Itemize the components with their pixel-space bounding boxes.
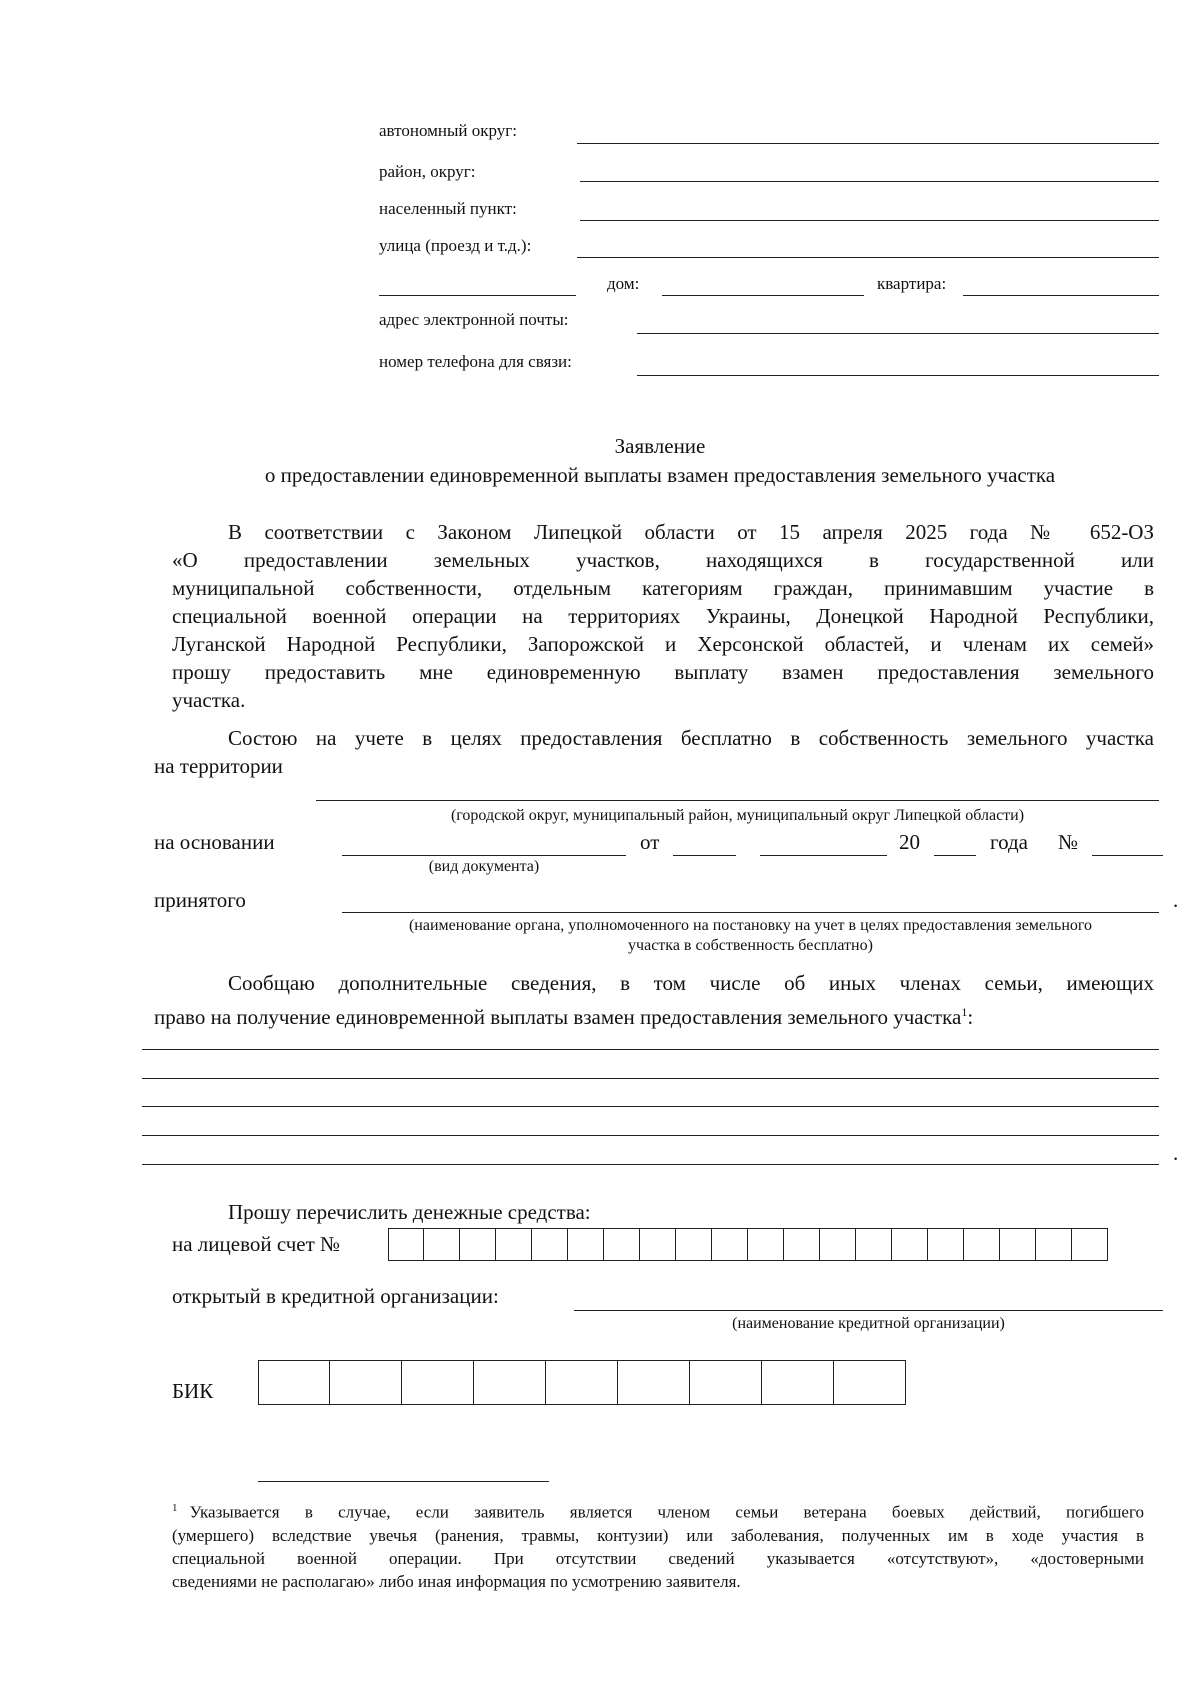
footnote-mark: 1 [172, 1502, 178, 1514]
end-dot: . [1173, 888, 1179, 912]
house-label: дом: [607, 274, 640, 293]
bik-digit-cell[interactable] [834, 1360, 906, 1405]
email-field[interactable] [637, 333, 1159, 334]
phone-field[interactable] [637, 375, 1159, 376]
account-digit-cell[interactable] [712, 1228, 748, 1261]
document-title: Заявление [614, 434, 706, 458]
bank-name-field[interactable] [574, 1310, 1163, 1311]
account-digit-cell[interactable] [496, 1228, 532, 1261]
basis-label: на основании [154, 830, 275, 854]
document-type-field[interactable] [342, 855, 626, 856]
footnote-line1-text: Указывается в случае, если заявитель является членом семьи ветерана боевых действий, погибшего [189, 1502, 1144, 1522]
house-field[interactable] [662, 295, 864, 296]
punkt-label: населенный пункт: [379, 199, 517, 218]
account-digit-cell[interactable] [748, 1228, 784, 1261]
flat-label: квартира: [877, 274, 947, 293]
footnote-line: специальной военной операции. При отсутствии сведений указывается «отсутствуют», «достоверными [172, 1548, 1144, 1568]
account-digit-cell[interactable] [388, 1228, 424, 1261]
bik-digit-cell[interactable] [762, 1360, 834, 1405]
p1-line: В соответствии с Законом Липецкой области от 15 апреля 2025 года № 652-ОЗ [228, 520, 1154, 544]
document-subtitle: о предоставлении единовременной выплаты взамен предоставления земельного участка [264, 463, 1056, 487]
p1-line: муниципальной собственности, отдельным категориям граждан, принимавшим участие в [172, 576, 1154, 600]
bik-digit-cell[interactable] [474, 1360, 546, 1405]
account-digit-cell[interactable] [676, 1228, 712, 1261]
account-number-cells[interactable] [388, 1228, 1108, 1261]
account-digit-cell[interactable] [964, 1228, 1000, 1261]
footnote [172, 1497, 1144, 1593]
account-digit-cell[interactable] [1000, 1228, 1036, 1261]
p3-line2 [154, 998, 973, 1031]
email-label: адрес электронной почты: [379, 310, 569, 329]
account-digit-cell[interactable] [604, 1228, 640, 1261]
street-continuation-field[interactable] [379, 295, 576, 296]
account-digit-cell[interactable] [424, 1228, 460, 1261]
bik-label: БИК [172, 1379, 214, 1403]
bik-digit-cell[interactable] [258, 1360, 330, 1405]
punkt-field[interactable] [580, 220, 1159, 221]
footnote-ref: 1 [961, 1005, 968, 1019]
date-year-field[interactable] [934, 855, 976, 856]
footnote-line: (умершего) вследствие увечья (ранения, травмы, контузии) или заболевания, полученных им в ходе участия в [172, 1525, 1144, 1545]
account-digit-cell[interactable] [928, 1228, 964, 1261]
footnote-line [172, 1497, 1144, 1524]
okrug-field[interactable] [577, 143, 1159, 144]
bik-digit-cell[interactable] [330, 1360, 402, 1405]
p3-line: Сообщаю дополнительные сведения, в том числе об иных членах семьи, имеющих [228, 971, 1154, 995]
organ-caption-line2: участка в собственность бесплатно) [628, 937, 873, 954]
account-digit-cell[interactable] [1036, 1228, 1072, 1261]
document-number-field[interactable] [1092, 855, 1163, 856]
rayon-label: район, округ: [379, 162, 476, 181]
end-dot: . [1173, 1141, 1179, 1165]
extra-info-line[interactable] [142, 1135, 1159, 1136]
p2-line: Состою на учете в целях предоставления бесплатно в собственность земельного участка [228, 726, 1154, 750]
from-label: от [640, 830, 660, 854]
bank-caption: (наименование кредитной организации) [732, 1315, 1005, 1332]
street-label: улица (проезд и т.д.): [379, 236, 532, 255]
account-digit-cell[interactable] [640, 1228, 676, 1261]
account-digit-cell[interactable] [856, 1228, 892, 1261]
account-digit-cell[interactable] [532, 1228, 568, 1261]
p3-colon: : [967, 1005, 974, 1029]
rayon-field[interactable] [580, 181, 1159, 182]
flat-field[interactable] [963, 295, 1159, 296]
payment-intro: Прошу перечислить денежные средства: [228, 1200, 591, 1224]
account-digit-cell[interactable] [892, 1228, 928, 1261]
account-digit-cell[interactable] [1072, 1228, 1108, 1261]
accepted-label: принятого [154, 888, 246, 912]
date-month-field[interactable] [760, 855, 887, 856]
p1-line: «О предоставлении земельных участков, находящихся в государственной или [172, 548, 1154, 572]
account-label: на лицевой счет № [172, 1232, 341, 1256]
p2-line: на территории [154, 754, 283, 778]
bik-digit-cell[interactable] [546, 1360, 618, 1405]
p3-line2-text: право на получение единовременной выплаты взамен предоставления земельного участка [154, 1005, 962, 1029]
okrug-label: автономный округ: [379, 121, 517, 140]
phone-label: номер телефона для связи: [379, 352, 572, 371]
extra-info-line[interactable] [142, 1078, 1159, 1079]
year-label: года [990, 830, 1028, 854]
footnote-separator [258, 1481, 549, 1482]
p1-line: участка. [172, 688, 246, 712]
date-day-field[interactable] [673, 855, 736, 856]
bank-label: открытый в кредитной организации: [172, 1284, 499, 1308]
territory-field[interactable] [316, 800, 1159, 801]
street-field[interactable] [577, 257, 1159, 258]
year-prefix: 20 [899, 830, 920, 854]
p1-line: Луганской Народной Республики, Запорожской и Херсонской областей, и членам их семей» [172, 632, 1154, 656]
account-digit-cell[interactable] [820, 1228, 856, 1261]
number-sign: № [1058, 830, 1079, 854]
organ-caption-line1: (наименование органа, уполномоченного на постановку на учет в целях предоставления земельного [408, 917, 1093, 934]
account-digit-cell[interactable] [460, 1228, 496, 1261]
account-digit-cell[interactable] [568, 1228, 604, 1261]
organ-field[interactable] [342, 912, 1159, 913]
extra-info-line[interactable] [142, 1106, 1159, 1107]
bik-digit-cell[interactable] [402, 1360, 474, 1405]
bik-digit-cell[interactable] [618, 1360, 690, 1405]
territory-caption: (городской округ, муниципальный район, муниципальный округ Липецкой области) [450, 807, 1025, 824]
extra-info-line[interactable] [142, 1164, 1159, 1165]
bik-digit-cell[interactable] [690, 1360, 762, 1405]
p1-line: прошу предоставить мне единовременную выплату взамен предоставления земельного [172, 660, 1154, 684]
account-digit-cell[interactable] [784, 1228, 820, 1261]
bik-cells[interactable] [258, 1360, 906, 1405]
p1-line: специальной военной операции на территориях Украины, Донецкой Народной Республики, [172, 604, 1154, 628]
extra-info-line[interactable] [142, 1049, 1159, 1050]
document-type-caption: (вид документа) [428, 858, 540, 875]
footnote-line: сведениями не располагаю» либо иная информация по усмотрению заявителя. [172, 1571, 741, 1591]
